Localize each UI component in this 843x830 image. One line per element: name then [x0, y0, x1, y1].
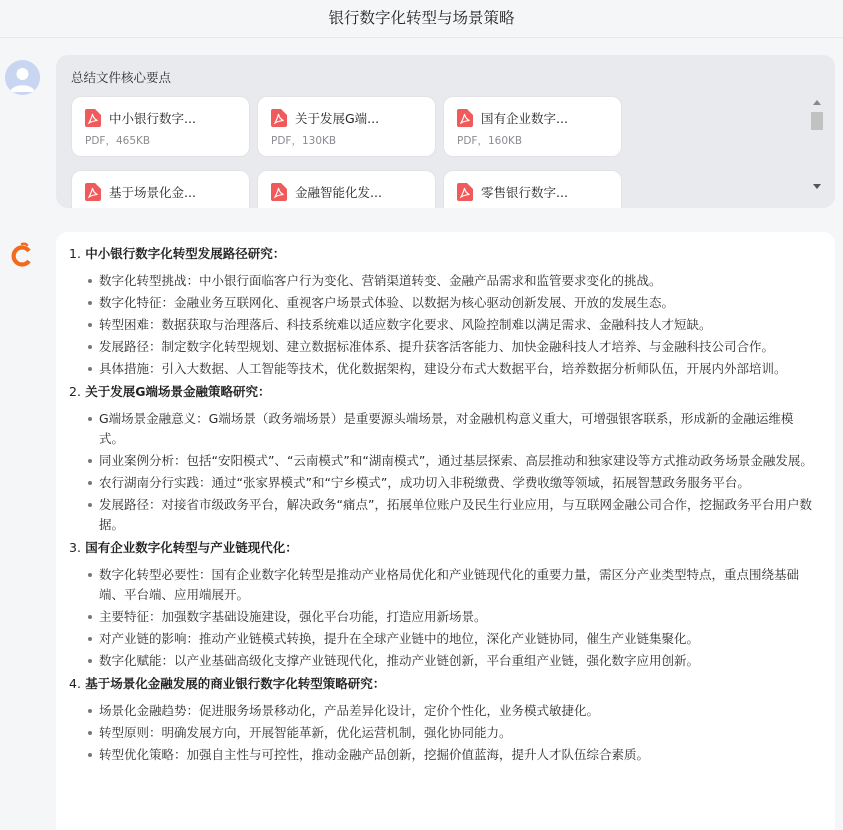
- attachment-meta: PDF，160KB: [457, 135, 523, 147]
- list-item: 转型原则：明确发展方向，开展智能革新，优化运营机制，强化协同能力。: [69, 723, 815, 743]
- attachment-card[interactable]: [443, 96, 622, 157]
- list-item: 数字化特征：金融业务互联网化、重视客户场景式体验、以数据为核心驱动创新发展、开放的发展生态。: [69, 293, 815, 313]
- list-item: 场景化金融趋势：促进服务场景移动化，产品差异化设计，定价个性化，业务模式敏捷化。: [69, 701, 815, 721]
- user-avatar-icon: [5, 60, 40, 95]
- list-item: 数字化转型挑战：中小银行面临客户行为变化、营销渠道转变、金融产品需求和监管要求变化的挑战。: [69, 271, 815, 291]
- scrollbar-thumb[interactable]: [811, 112, 823, 130]
- list-item: 数字化赋能：以产业基础高级化支撑产业链现代化，推动产业链创新，平台重组产业链，强化数字应用创新。: [69, 651, 815, 671]
- list-item: 同业案例分析：包括“安阳模式”、“云南模式”和“湖南模式”，通过基层探索、高层推动和独家建设等方式推动政务场景金融发展。: [69, 451, 815, 471]
- answer-section: [69, 674, 815, 765]
- list-item: 转型困难：数据获取与治理落后、科技系统难以适应数字化要求、风险控制难以满足需求、金融科技人才短缺。: [69, 315, 815, 335]
- attachment-list: [71, 96, 811, 208]
- list-item: 转型优化策略：加强自主性与可控性，推动金融产品创新，挖掘价值蓝海，提升人才队伍综合素质。: [69, 745, 815, 765]
- attachment-meta: PDF，130KB: [271, 135, 337, 147]
- pdf-icon: [85, 183, 101, 201]
- list-item: 发展路径：制定数字化转型规划、建立数据标准体系、提升获客活客能力、加快金融科技人才培养、与金融科技公司合作。: [69, 337, 815, 357]
- attachment-meta: PDF，465KB: [85, 135, 151, 147]
- list-item: 对产业链的影响：推动产业链模式转换，提升在全球产业链中的地位，深化产业链协同，催生产业链集聚化。: [69, 629, 815, 649]
- section-number: 2.: [69, 384, 81, 399]
- attachment-name: 中小银行数字...: [109, 111, 196, 126]
- attachment-scrollbar[interactable]: [810, 97, 824, 195]
- list-item: 发展路径：对接省市级政务平台，解决政务“痛点”，拓展单位账户及民生行业应用，与互联网金融公司合作，挖掘政务平台用户数据。: [69, 495, 815, 535]
- attachment-name: 国有企业数字...: [481, 111, 568, 126]
- section-number: 4.: [69, 676, 81, 691]
- pdf-icon: [85, 109, 101, 127]
- pdf-icon: [271, 183, 287, 201]
- list-item: G端场景金融意义：G端场景（政务端场景）是重要源头端场景，对金融机构意义重大，可增强银客联系，形成新的金融运维模式。: [69, 409, 815, 449]
- point-list: [69, 271, 815, 379]
- user-prompt: 总结文件核心要点: [71, 70, 172, 85]
- attachment-name: 基于场景化金...: [109, 185, 196, 200]
- section-title: 基于场景化金融发展的商业银行数字化转型策略研究：: [85, 676, 386, 691]
- header-bar: [0, 0, 843, 38]
- attachment-card[interactable]: [71, 170, 250, 208]
- assistant-logo-icon: [10, 242, 34, 268]
- attachment-card[interactable]: [443, 170, 622, 208]
- point-list: [69, 701, 815, 765]
- point-list: [69, 565, 815, 671]
- pdf-icon: [271, 109, 287, 127]
- pdf-icon: [457, 109, 473, 127]
- answer-section: [69, 538, 815, 671]
- attachment-card[interactable]: [71, 96, 250, 157]
- page-title: 银行数字化转型与场景策略: [328, 9, 515, 27]
- list-item: 数字化转型必要性：国有企业数字化转型是推动产业格局优化和产业链现代化的重要力量，需区分产业类型特点，重点围绕基础端、平台端、应用端展开。: [69, 565, 815, 605]
- attachment-name: 金融智能化发...: [295, 185, 382, 200]
- section-title: 中小银行数字化转型发展路径研究：: [85, 246, 286, 261]
- answer-section: [69, 244, 815, 379]
- answer-section: [69, 382, 815, 535]
- assistant-answer: [56, 232, 835, 830]
- section-title: 国有企业数字化转型与产业链现代化：: [85, 540, 298, 555]
- attachment-card[interactable]: [257, 170, 436, 208]
- list-item: 具体措施：引入大数据、人工智能等技术，优化数据架构，建设分布式大数据平台，培养数据分析师队伍，开展内外部培训。: [69, 359, 815, 379]
- section-number: 3.: [69, 540, 81, 555]
- user-message-card: [56, 55, 835, 208]
- scroll-up-arrow-icon[interactable]: [813, 100, 821, 105]
- pdf-icon: [457, 183, 473, 201]
- section-number: 1.: [69, 246, 81, 261]
- section-title: 关于发展G端场景金融策略研究：: [85, 384, 271, 399]
- point-list: [69, 409, 815, 535]
- attachment-card[interactable]: [257, 96, 436, 157]
- list-item: 主要特征：加强数字基础设施建设，强化平台功能，打造应用新场景。: [69, 607, 815, 627]
- attachment-name: 零售银行数字...: [481, 185, 568, 200]
- scroll-down-arrow-icon[interactable]: [813, 184, 821, 189]
- list-item: 农行湖南分行实践：通过“张家界模式”和“宁乡模式”，成功切入非税缴费、学费收缴等领域，拓展智慧政务服务平台。: [69, 473, 815, 493]
- attachment-name: 关于发展G端...: [295, 111, 380, 126]
